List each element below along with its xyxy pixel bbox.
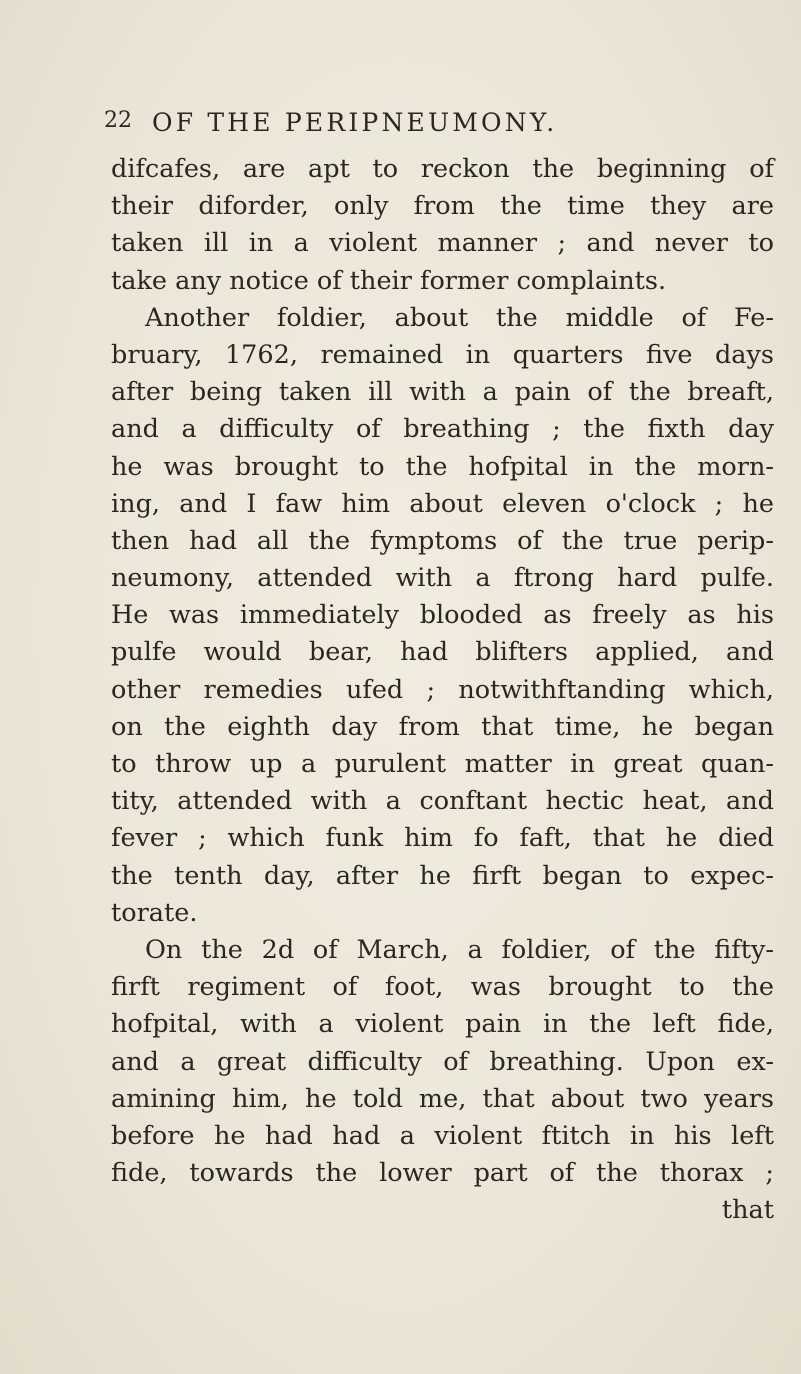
text-line: on the eighth day from that time, he began (111, 711, 774, 742)
text-line: neumony, attended with a ftrong hard pulfe. (111, 563, 774, 594)
text-line: and a difficulty of breathing ; the fixth day (111, 414, 774, 445)
running-title: OF THE PERIPNEUMONY. (152, 108, 558, 137)
text-line: He was immediately blooded as freely as his (111, 600, 774, 631)
text-line: the tenth day, after he firft began to expec- (111, 860, 774, 891)
text-line: ing, and I faw him about eleven o'clock ; he (111, 488, 774, 519)
text-line: to throw up a purulent matter in great quan- (111, 749, 774, 779)
text-line: difcafes, are apt to reckon the beginning of (111, 154, 774, 184)
text-line: torate. (111, 897, 198, 928)
text-line: pulfe would bear, had blifters applied, and (111, 637, 774, 668)
text-line: then had all the fymptoms of the true perip- (111, 525, 774, 556)
text-line: their diforder, only from the time they are (111, 191, 774, 222)
text-line: amining him, he told me, that about two years (111, 1083, 774, 1114)
page-number: 22 (104, 108, 132, 133)
text-line: take any notice of their former complaints. (111, 265, 667, 296)
text-line: before he had had a violent ftitch in his left (111, 1120, 774, 1151)
text-line: fide, towards the lower part of the thorax ; (111, 1158, 774, 1189)
catchword: that (721, 1195, 774, 1226)
text-line: he was brought to the hofpital in the morn- (111, 451, 774, 482)
text-line: On the 2d of March, a foldier, of the fifty- (145, 934, 774, 965)
text-line: tity, attended with a conftant hectic heat, and (111, 786, 774, 817)
text-line: Another foldier, about the middle of Fe- (145, 302, 774, 333)
text-line: bruary, 1762, remained in quarters five days (111, 339, 774, 370)
text-line: taken ill in a violent manner ; and never to (111, 228, 774, 259)
text-line: firft regiment of foot, was brought to the (111, 972, 774, 1003)
text-line: fever ; which funk him fo faft, that he died (111, 823, 774, 854)
text-line: after being taken ill with a pain of the breaft, (111, 377, 774, 408)
text-line: hofpital, with a violent pain in the left fide, (111, 1009, 774, 1040)
text-line: and a great difficulty of breathing. Upon ex- (111, 1046, 774, 1077)
text-line: other remedies ufed ; notwithftanding which, (111, 674, 774, 705)
body-text (111, 151, 774, 1229)
page-header (104, 108, 764, 148)
